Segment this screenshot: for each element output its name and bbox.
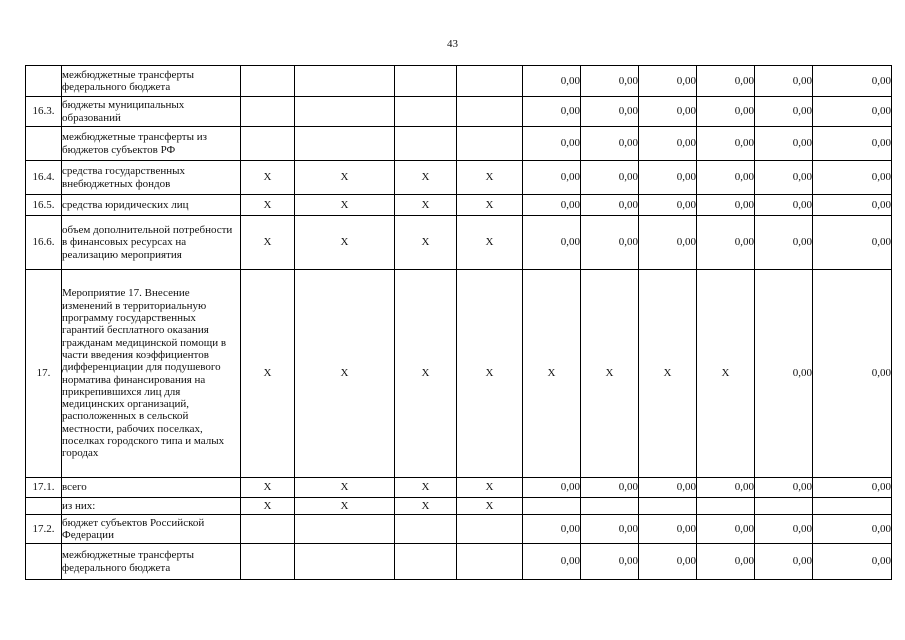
value-cell: 0,00 (639, 195, 697, 216)
table-row (26, 66, 892, 97)
table-row (26, 161, 892, 195)
marker-cell (395, 66, 457, 97)
table-row (26, 478, 892, 498)
value-cell: 0,00 (523, 195, 581, 216)
value-cell: 0,00 (581, 97, 639, 127)
value-cell: 0,00 (523, 161, 581, 195)
value-cell: X (639, 270, 697, 478)
table-row (26, 195, 892, 216)
description-cell: средства государственных внебюджетных фондов (62, 161, 241, 195)
description-cell: Мероприятие 17. Внесение изменений в территориальную программу государственных гарантий бесплатного оказания гражданам медицинской помощи в части введения коэффициентов дифференциации для подушевого норматива финансирования на прикрепившихся лиц для медицинских организаций, расположенных в сельской местности, рабочих поселках, поселках городского типа и малых городах (62, 270, 241, 478)
marker-cell (241, 97, 295, 127)
value-cell: X (581, 270, 639, 478)
marker-cell: X (395, 270, 457, 478)
row-number-cell: 17.1. (26, 478, 62, 498)
value-cell: 0,00 (813, 216, 892, 270)
marker-cell: X (241, 216, 295, 270)
row-number-cell: 16.3. (26, 97, 62, 127)
value-cell: 0,00 (813, 66, 892, 97)
value-cell (755, 498, 813, 515)
table-row (26, 544, 892, 580)
value-cell: 0,00 (755, 127, 813, 161)
table-row (26, 216, 892, 270)
value-cell: 0,00 (581, 127, 639, 161)
value-cell: 0,00 (639, 161, 697, 195)
value-cell: 0,00 (697, 544, 755, 580)
marker-cell (295, 66, 395, 97)
value-cell: 0,00 (813, 127, 892, 161)
value-cell: 0,00 (581, 478, 639, 498)
marker-cell (295, 515, 395, 544)
marker-cell: X (457, 498, 523, 515)
table-row (26, 498, 892, 515)
value-cell: 0,00 (755, 66, 813, 97)
marker-cell (395, 127, 457, 161)
value-cell: 0,00 (755, 97, 813, 127)
value-cell: 0,00 (697, 97, 755, 127)
marker-cell: X (457, 216, 523, 270)
value-cell: 0,00 (755, 515, 813, 544)
value-cell: 0,00 (813, 478, 892, 498)
description-cell: бюджеты муниципальных образований (62, 97, 241, 127)
marker-cell (241, 544, 295, 580)
marker-cell (241, 127, 295, 161)
value-cell: X (697, 270, 755, 478)
marker-cell: X (395, 216, 457, 270)
description-cell: из них: (62, 498, 241, 515)
marker-cell (457, 97, 523, 127)
marker-cell (395, 97, 457, 127)
value-cell: 0,00 (639, 127, 697, 161)
value-cell: 0,00 (639, 97, 697, 127)
description-cell: бюджет субъектов Российской Федерации (62, 515, 241, 544)
marker-cell: X (241, 478, 295, 498)
marker-cell (457, 127, 523, 161)
marker-cell: X (395, 195, 457, 216)
table-row (26, 515, 892, 544)
page-number: 43 (447, 38, 458, 50)
value-cell: 0,00 (697, 66, 755, 97)
marker-cell: X (395, 498, 457, 515)
row-number-cell: 16.5. (26, 195, 62, 216)
value-cell: 0,00 (813, 195, 892, 216)
marker-cell: X (295, 498, 395, 515)
value-cell: 0,00 (639, 544, 697, 580)
description-cell: объем дополнительной потребности в финансовых ресурсах на реализацию мероприятия (62, 216, 241, 270)
value-cell (639, 498, 697, 515)
value-cell: 0,00 (755, 161, 813, 195)
value-cell: 0,00 (697, 195, 755, 216)
value-cell: 0,00 (523, 478, 581, 498)
marker-cell: X (457, 478, 523, 498)
value-cell: 0,00 (581, 544, 639, 580)
value-cell: 0,00 (523, 127, 581, 161)
marker-cell: X (295, 270, 395, 478)
value-cell: 0,00 (581, 515, 639, 544)
value-cell: 0,00 (639, 66, 697, 97)
marker-cell (457, 544, 523, 580)
marker-cell (395, 544, 457, 580)
value-cell (813, 498, 892, 515)
value-cell (581, 498, 639, 515)
row-number-cell (26, 498, 62, 515)
value-cell: 0,00 (697, 127, 755, 161)
marker-cell (457, 515, 523, 544)
marker-cell: X (241, 498, 295, 515)
marker-cell: X (457, 270, 523, 478)
marker-cell: X (457, 161, 523, 195)
value-cell: 0,00 (813, 97, 892, 127)
marker-cell: X (457, 195, 523, 216)
value-cell: 0,00 (523, 544, 581, 580)
marker-cell: X (295, 195, 395, 216)
value-cell: 0,00 (523, 66, 581, 97)
row-number-cell: 16.6. (26, 216, 62, 270)
value-cell: 0,00 (581, 66, 639, 97)
marker-cell: X (295, 161, 395, 195)
marker-cell: X (395, 161, 457, 195)
value-cell: 0,00 (523, 216, 581, 270)
marker-cell (295, 544, 395, 580)
value-cell: 0,00 (813, 544, 892, 580)
description-cell: межбюджетные трансферты из бюджетов субъектов РФ (62, 127, 241, 161)
marker-cell (295, 97, 395, 127)
row-number-cell (26, 544, 62, 580)
value-cell: 0,00 (697, 478, 755, 498)
marker-cell (241, 66, 295, 97)
value-cell: 0,00 (697, 515, 755, 544)
value-cell: 0,00 (813, 161, 892, 195)
row-number-cell: 16.4. (26, 161, 62, 195)
table-body (26, 66, 892, 580)
table-row (26, 97, 892, 127)
value-cell: 0,00 (755, 478, 813, 498)
value-cell: 0,00 (755, 270, 813, 478)
table-row (26, 127, 892, 161)
row-number-cell: 17.2. (26, 515, 62, 544)
marker-cell (295, 127, 395, 161)
value-cell: 0,00 (697, 161, 755, 195)
marker-cell: X (395, 478, 457, 498)
marker-cell (241, 515, 295, 544)
value-cell: 0,00 (755, 544, 813, 580)
marker-cell: X (241, 161, 295, 195)
value-cell: 0,00 (639, 216, 697, 270)
value-cell: 0,00 (581, 195, 639, 216)
marker-cell: X (295, 216, 395, 270)
value-cell: 0,00 (523, 97, 581, 127)
marker-cell: X (295, 478, 395, 498)
value-cell: 0,00 (581, 216, 639, 270)
row-number-cell (26, 66, 62, 97)
description-cell: межбюджетные трансферты федерального бюджета (62, 544, 241, 580)
marker-cell: X (241, 195, 295, 216)
value-cell: 0,00 (755, 195, 813, 216)
value-cell: 0,00 (697, 216, 755, 270)
value-cell: 0,00 (813, 515, 892, 544)
value-cell: 0,00 (639, 478, 697, 498)
marker-cell: X (241, 270, 295, 478)
value-cell: 0,00 (581, 161, 639, 195)
description-cell: средства юридических лиц (62, 195, 241, 216)
value-cell (697, 498, 755, 515)
value-cell: 0,00 (639, 515, 697, 544)
value-cell: X (523, 270, 581, 478)
row-number-cell (26, 127, 62, 161)
value-cell: 0,00 (523, 515, 581, 544)
table-row (26, 270, 892, 478)
description-cell: межбюджетные трансферты федерального бюджета (62, 66, 241, 97)
marker-cell (457, 66, 523, 97)
marker-cell (395, 515, 457, 544)
budget-table (25, 65, 892, 580)
value-cell: 0,00 (813, 270, 892, 478)
value-cell (523, 498, 581, 515)
value-cell: 0,00 (755, 216, 813, 270)
row-number-cell: 17. (26, 270, 62, 478)
description-cell: всего (62, 478, 241, 498)
